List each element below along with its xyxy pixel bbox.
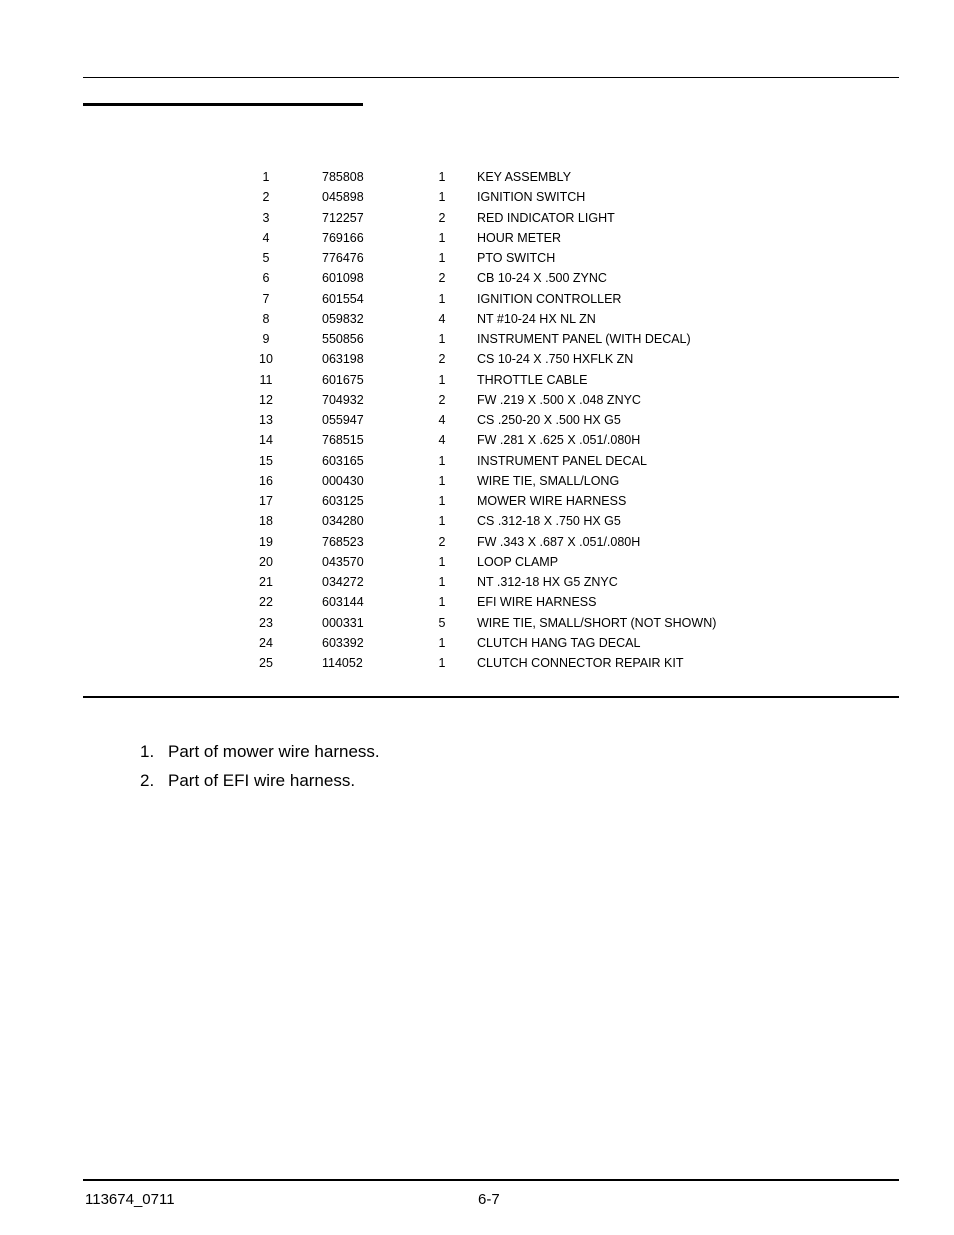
ref-number: 1: [262, 170, 270, 185]
parts-row: [240, 572, 716, 592]
ref-number: 17: [259, 494, 273, 509]
note-item: [140, 769, 380, 798]
footer-rule: [83, 1179, 899, 1181]
note-text: Part of EFI wire harness.: [168, 771, 356, 790]
description: CS .250-20 X .500 HX G5: [477, 413, 621, 428]
notes-list: [140, 740, 380, 798]
quantity: 1: [438, 170, 446, 185]
quantity: 4: [438, 433, 446, 448]
description: INSTRUMENT PANEL DECAL: [477, 453, 647, 468]
quantity: 1: [438, 494, 446, 509]
quantity: 1: [438, 656, 446, 671]
part-number: 785808: [322, 170, 364, 185]
parts-row: [240, 187, 716, 207]
ref-number: 7: [262, 291, 270, 306]
parts-row: [240, 228, 716, 248]
ref-number: 14: [259, 433, 273, 448]
note-number: 2.: [140, 771, 155, 790]
quantity: 2: [438, 352, 446, 367]
quantity: 2: [438, 534, 446, 549]
description: INSTRUMENT PANEL (WITH DECAL): [477, 332, 691, 347]
description: EFI WIRE HARNESS: [477, 595, 597, 610]
ref-number: 4: [262, 230, 270, 245]
description: KEY ASSEMBLY: [477, 170, 572, 185]
ref-number: 8: [262, 311, 270, 326]
parts-row: [240, 511, 716, 531]
part-number: 063198: [322, 352, 364, 367]
quantity: 2: [438, 271, 446, 286]
ref-number: 10: [259, 352, 273, 367]
part-number: 768523: [322, 534, 364, 549]
note-number: 1.: [140, 742, 155, 761]
ref-number: 13: [259, 413, 273, 428]
quantity: 1: [438, 332, 446, 347]
quantity: 1: [438, 291, 446, 306]
document-number: 113674_0711: [85, 1191, 175, 1208]
parts-row: [240, 309, 716, 329]
quantity: 2: [438, 392, 446, 407]
ref-number: 5: [262, 251, 270, 266]
parts-row: [240, 430, 716, 450]
description: PTO SWITCH: [477, 251, 556, 266]
quantity: 1: [438, 190, 446, 205]
parts-table-body: [240, 167, 716, 673]
part-number: 045898: [322, 190, 364, 205]
part-number: 601098: [322, 271, 364, 286]
ref-number: 12: [259, 392, 273, 407]
description: RED INDICATOR LIGHT: [477, 210, 615, 225]
parts-row: [240, 370, 716, 390]
quantity: 1: [438, 575, 446, 590]
part-number: 704932: [322, 392, 364, 407]
parts-row: [240, 248, 716, 268]
quantity: 4: [438, 413, 446, 428]
parts-row: [240, 329, 716, 349]
part-number: 043570: [322, 554, 364, 569]
part-number: 712257: [322, 210, 364, 225]
parts-row: [240, 653, 716, 673]
quantity: 2: [438, 210, 446, 225]
description: FW .281 X .625 X .051/.080H: [477, 433, 641, 448]
ref-number: 18: [259, 514, 273, 529]
ref-number: 25: [259, 656, 273, 671]
parts-row: [240, 592, 716, 612]
description: WIRE TIE, SMALL/SHORT (NOT SHOWN): [477, 615, 717, 630]
parts-row: [240, 491, 716, 511]
quantity: 1: [438, 514, 446, 529]
parts-row: [240, 613, 716, 633]
description: NT .312-18 HX G5 ZNYC: [477, 575, 618, 590]
parts-row: [240, 390, 716, 410]
description: LOOP CLAMP: [477, 554, 559, 569]
parts-row: [240, 268, 716, 288]
description: WIRE TIE, SMALL/LONG: [477, 473, 620, 488]
parts-table: [240, 167, 716, 673]
part-number: 034280: [322, 514, 364, 529]
quantity: 1: [438, 473, 446, 488]
part-number: 603392: [322, 635, 364, 650]
parts-row: [240, 410, 716, 430]
part-number: 603125: [322, 494, 364, 509]
part-number: 776476: [322, 251, 364, 266]
description: CS .312-18 X .750 HX G5: [477, 514, 621, 529]
description: THROTTLE CABLE: [477, 372, 588, 387]
parts-row: [240, 289, 716, 309]
heading-rule: [83, 103, 363, 106]
ref-number: 11: [259, 372, 273, 387]
parts-row: [240, 633, 716, 653]
ref-number: 23: [259, 615, 273, 630]
ref-number: 6: [262, 271, 270, 286]
quantity: 1: [438, 554, 446, 569]
quantity: 1: [438, 251, 446, 266]
description: FW .219 X .500 X .048 ZNYC: [477, 392, 641, 407]
part-number: 055947: [322, 413, 364, 428]
quantity: 1: [438, 635, 446, 650]
part-number: 601554: [322, 291, 364, 306]
ref-number: 24: [259, 635, 273, 650]
parts-row: [240, 349, 716, 369]
quantity: 1: [438, 453, 446, 468]
parts-row: [240, 552, 716, 572]
quantity: 1: [438, 372, 446, 387]
ref-number: 19: [259, 534, 273, 549]
page-number: 6-7: [478, 1191, 500, 1208]
ref-number: 21: [259, 575, 273, 590]
ref-number: 2: [262, 190, 270, 205]
part-number: 114052: [322, 656, 363, 671]
parts-row: [240, 167, 716, 187]
parts-row: [240, 208, 716, 228]
parts-row: [240, 451, 716, 471]
ref-number: 22: [259, 595, 273, 610]
ref-number: 15: [259, 453, 273, 468]
ref-number: 3: [262, 210, 270, 225]
description: CLUTCH HANG TAG DECAL: [477, 635, 641, 650]
description: FW .343 X .687 X .051/.080H: [477, 534, 641, 549]
part-number: 601675: [322, 372, 364, 387]
header-rule: [83, 77, 899, 78]
part-number: 768515: [322, 433, 364, 448]
quantity: 1: [438, 595, 446, 610]
part-number: 603144: [322, 595, 364, 610]
parts-row: [240, 471, 716, 491]
ref-number: 16: [259, 473, 273, 488]
description: CB 10-24 X .500 ZYNC: [477, 271, 607, 286]
description: CLUTCH CONNECTOR REPAIR KIT: [477, 656, 684, 671]
description: IGNITION SWITCH: [477, 190, 586, 205]
note-item: [140, 740, 380, 769]
description: NT #10-24 HX NL ZN: [477, 311, 596, 326]
part-number: 769166: [322, 230, 364, 245]
section-divider: [83, 696, 899, 698]
quantity: 4: [438, 311, 446, 326]
description: HOUR METER: [477, 230, 562, 245]
part-number: 000430: [322, 473, 364, 488]
ref-number: 9: [262, 332, 270, 347]
note-text: Part of mower wire harness.: [168, 742, 380, 761]
description: CS 10-24 X .750 HXFLK ZN: [477, 352, 634, 367]
quantity: 1: [438, 230, 446, 245]
parts-row: [240, 532, 716, 552]
part-number: 550856: [322, 332, 364, 347]
description: IGNITION CONTROLLER: [477, 291, 622, 306]
part-number: 000331: [322, 615, 364, 630]
description: MOWER WIRE HARNESS: [477, 494, 627, 509]
part-number: 603165: [322, 453, 364, 468]
ref-number: 20: [259, 554, 273, 569]
part-number: 034272: [322, 575, 364, 590]
part-number: 059832: [322, 311, 364, 326]
quantity: 5: [438, 615, 446, 630]
